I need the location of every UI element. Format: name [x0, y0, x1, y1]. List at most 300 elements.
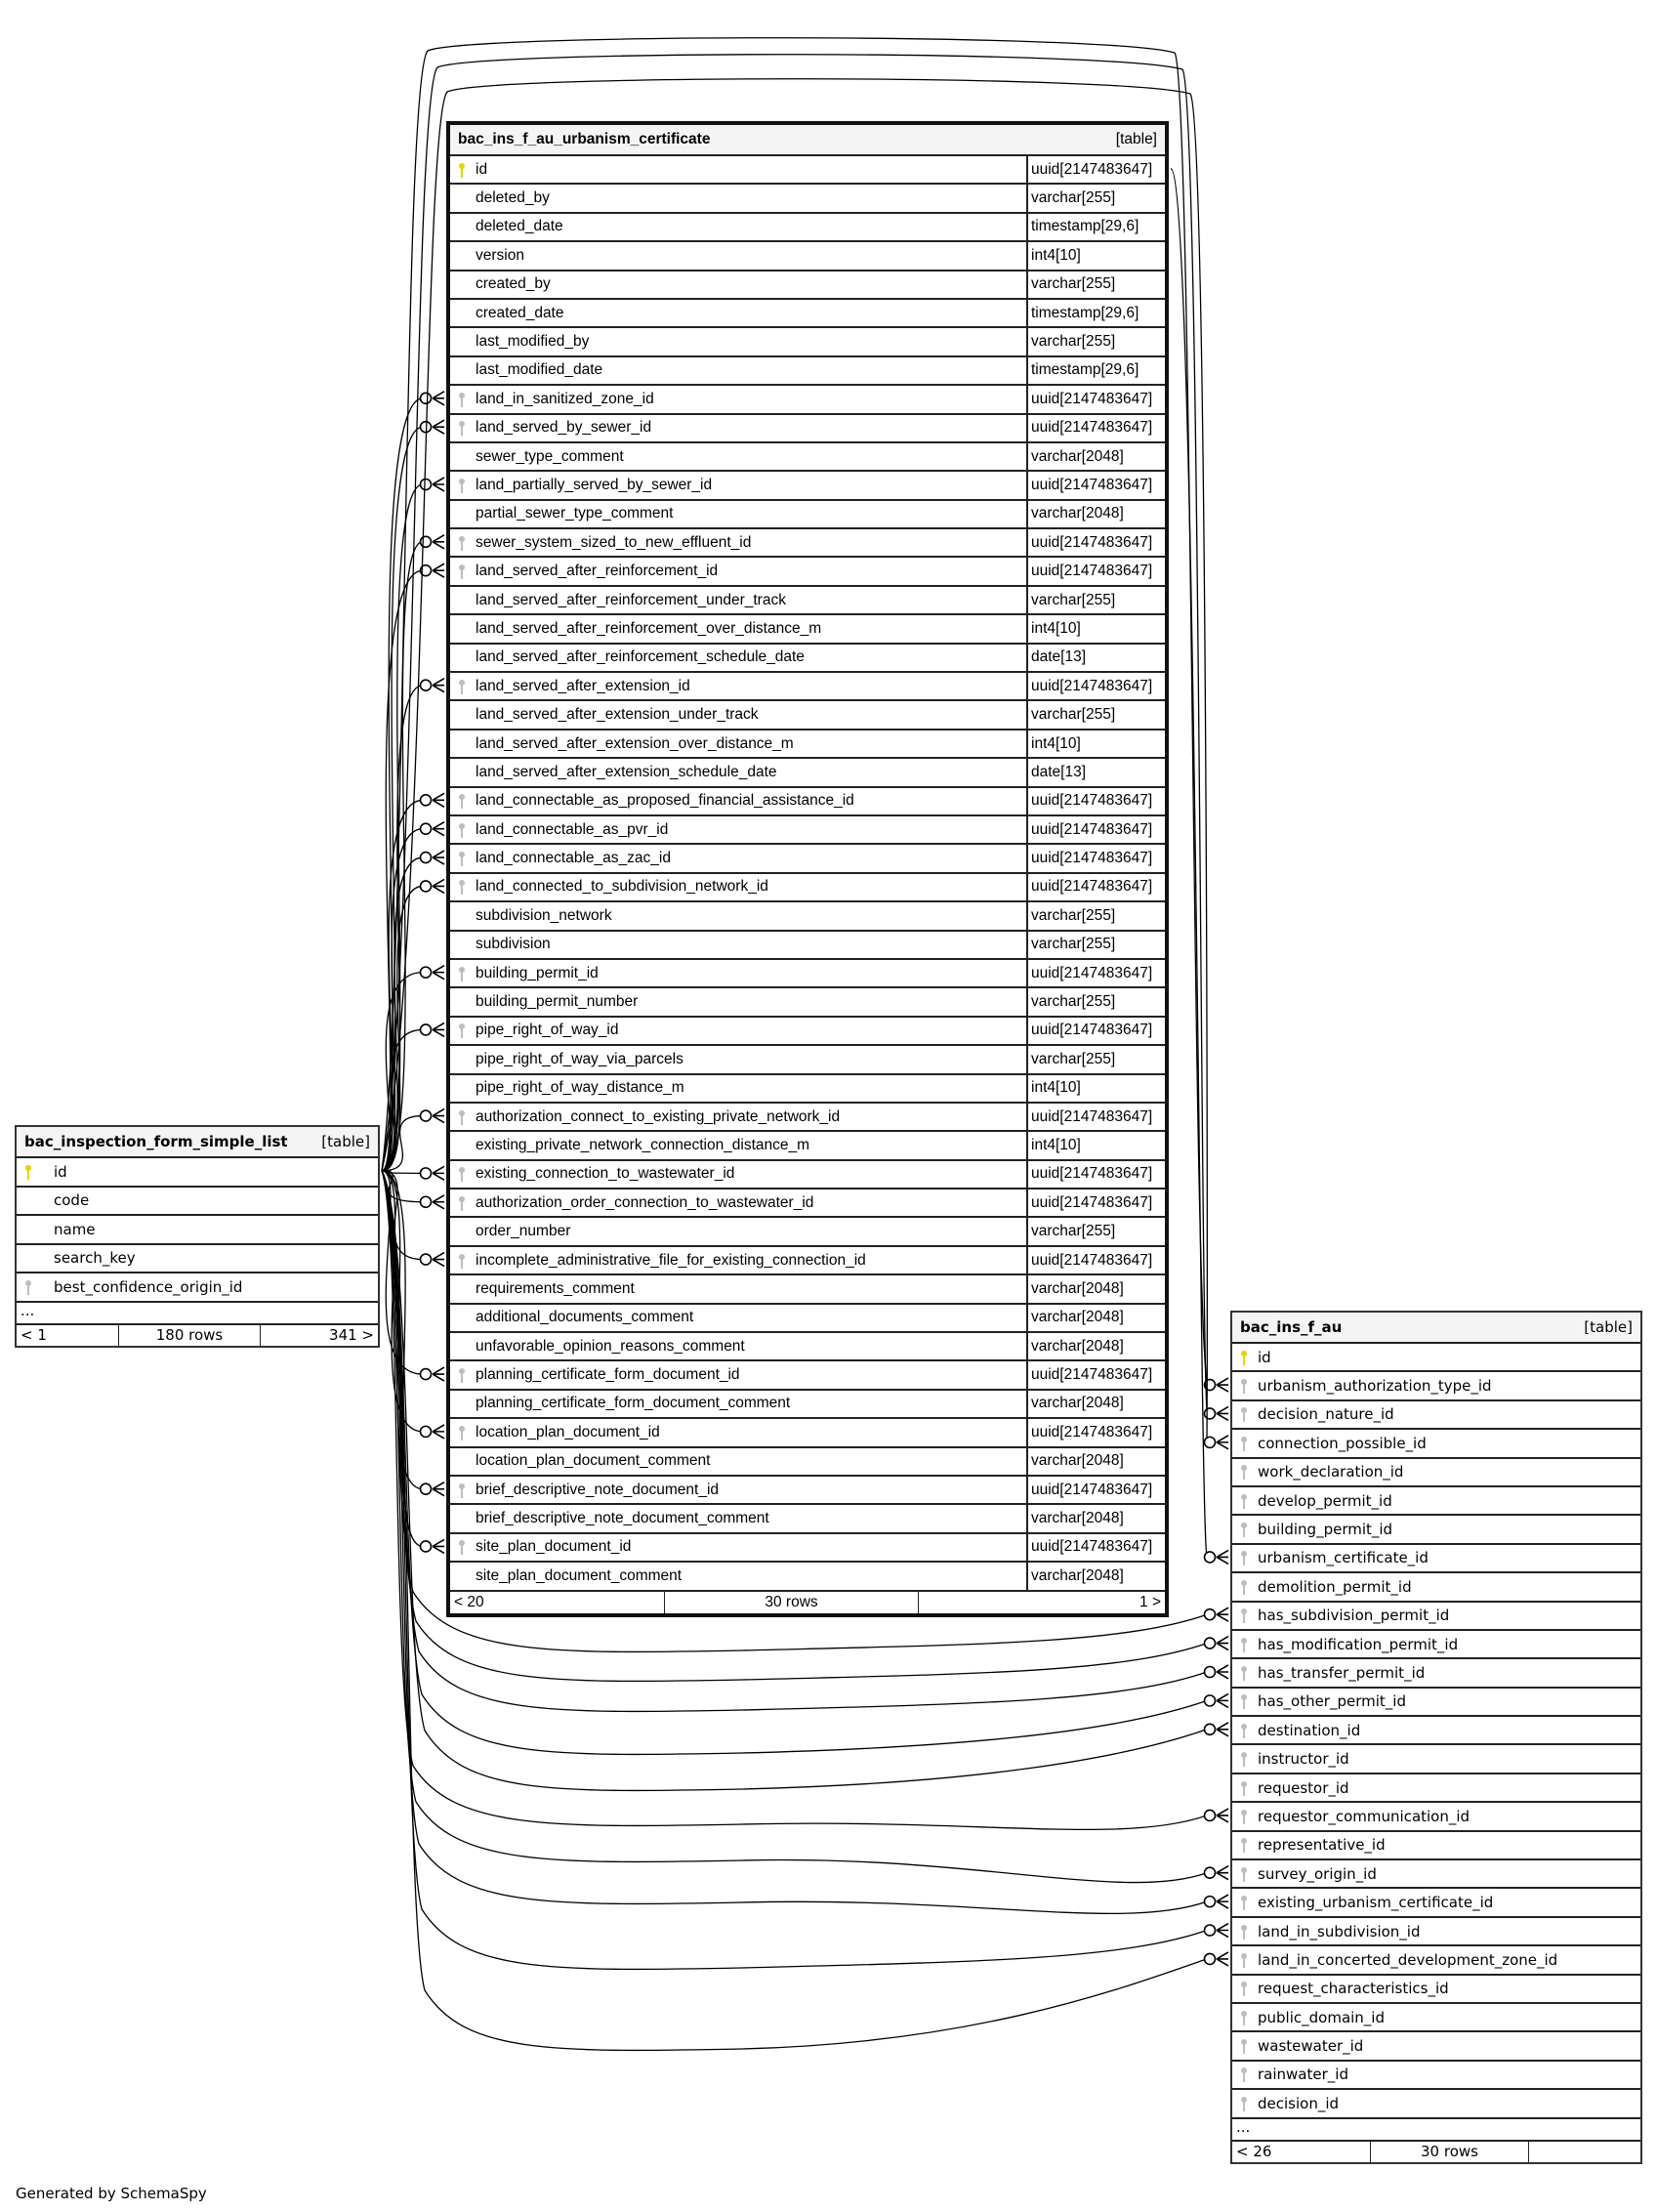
column-name[interactable]: has_transfer_permit_id [1258, 1663, 1426, 1682]
more-columns: ... [1232, 2117, 1640, 2140]
column-name[interactable]: deleted_date [476, 218, 563, 235]
column-row[interactable] [1232, 1830, 1640, 1858]
table-footer [1232, 2140, 1640, 2162]
column-name[interactable]: building_permit_id [476, 964, 599, 981]
column-row[interactable] [450, 1245, 1165, 1273]
table-header[interactable] [450, 125, 1165, 154]
column-row[interactable] [450, 1073, 1165, 1102]
column-cell [1232, 1717, 1360, 1743]
column-row[interactable] [450, 527, 1165, 556]
column-type: uuid[2147483647] [1026, 845, 1165, 871]
column-name[interactable]: land_connected_to_subdivision_network_id [476, 878, 768, 896]
column-type: varchar[2048] [1026, 1448, 1165, 1475]
column-type: varchar[255] [1026, 328, 1165, 355]
foreign-key-icon [1240, 1693, 1248, 1709]
more-columns: ... [17, 1301, 378, 1323]
foreign-key-icon [1240, 1665, 1248, 1681]
column-row[interactable] [1232, 2030, 1640, 2059]
column-name[interactable]: wastewater_id [1258, 2037, 1364, 2056]
column-type: uuid[2147483647] [1026, 1189, 1165, 1216]
crows-foot-icon [1217, 1665, 1228, 1679]
column-name[interactable]: existing_connection_to_wastewater_id [476, 1165, 735, 1183]
column-name[interactable]: order_number [476, 1223, 571, 1240]
column-name[interactable]: planning_certificate_form_document_comment [476, 1395, 791, 1412]
foreign-key-icon [1240, 1493, 1248, 1509]
column-row[interactable] [450, 1303, 1165, 1331]
optional-circle-icon [421, 823, 432, 834]
column-name[interactable]: code [54, 1191, 90, 1210]
column-cell [1232, 2004, 1385, 2030]
column-row[interactable] [450, 1417, 1165, 1445]
column-row[interactable] [450, 1331, 1165, 1359]
column-row[interactable] [450, 298, 1165, 326]
crows-foot-icon [1217, 1693, 1228, 1707]
foreign-key-icon [1240, 1751, 1248, 1767]
column-cell [1232, 1516, 1392, 1542]
footer-row-count: 180 rows [119, 1325, 261, 1346]
relationship-line [382, 1029, 423, 1170]
column-name[interactable]: existing_private_network_connection_distance_m [476, 1136, 810, 1153]
crows-foot-icon [1217, 1436, 1228, 1449]
column-row[interactable] [1232, 1858, 1640, 1887]
column-cell [1232, 1372, 1492, 1398]
column-name[interactable]: land_in_concerted_development_zone_id [1258, 1950, 1558, 1969]
column-name[interactable]: land_served_after_reinforcement_schedule_date [476, 648, 805, 666]
foreign-key-icon [458, 966, 466, 981]
relationship-line [382, 829, 423, 1171]
column-row[interactable] [450, 556, 1165, 584]
column-cell [450, 988, 1026, 1015]
column-row[interactable] [1232, 1342, 1640, 1370]
optional-circle-icon [421, 853, 432, 863]
column-row[interactable] [1232, 1629, 1640, 1657]
column-cell [1232, 1659, 1425, 1686]
column-cell [17, 1158, 67, 1186]
column-row[interactable] [1232, 1601, 1640, 1629]
column-name[interactable]: pipe_right_of_way_via_parcels [476, 1050, 684, 1067]
relationship-line [382, 973, 423, 1171]
column-cell [450, 1361, 1026, 1388]
column-cell [1232, 1631, 1458, 1657]
column-type: uuid[2147483647] [1026, 1361, 1165, 1388]
column-row[interactable] [450, 930, 1165, 958]
column-row[interactable] [450, 499, 1165, 527]
column-row[interactable] [450, 413, 1165, 441]
table-kind: [table] [1584, 1318, 1633, 1336]
column-name[interactable]: created_by [476, 275, 551, 293]
column-name[interactable]: pipe_right_of_way_id [476, 1022, 619, 1039]
column-name[interactable]: version [476, 246, 524, 264]
column-name[interactable]: building_permit_number [476, 993, 639, 1011]
column-name[interactable]: name [54, 1220, 96, 1238]
column-row[interactable] [450, 1532, 1165, 1561]
column-name[interactable]: urbanism_authorization_type_id [1258, 1377, 1492, 1396]
column-name[interactable]: land_connectable_as_proposed_financial_assistance_id [476, 792, 854, 810]
column-name[interactable]: incomplete_administrative_file_for_existing_connection_id [476, 1251, 866, 1269]
crows-foot-icon [433, 392, 444, 405]
column-name[interactable]: id [476, 160, 488, 178]
column-row[interactable] [450, 872, 1165, 900]
column-name[interactable]: has_other_permit_id [1258, 1692, 1406, 1711]
column-row[interactable] [1232, 1657, 1640, 1686]
crows-foot-icon [433, 851, 444, 864]
relationship-line [382, 1171, 423, 1374]
column-cell [450, 328, 1026, 355]
column-row[interactable] [450, 1102, 1165, 1130]
column-name[interactable]: last_modified_by [476, 333, 590, 351]
column-row[interactable] [450, 757, 1165, 785]
column-row[interactable] [450, 1188, 1165, 1216]
column-row[interactable] [17, 1243, 378, 1273]
column-name[interactable]: public_domain_id [1258, 2008, 1385, 2026]
table-footer [450, 1590, 1165, 1613]
column-type: uuid[2147483647] [1026, 673, 1165, 699]
column-row[interactable] [450, 585, 1165, 613]
column-type: timestamp[29,6] [1026, 357, 1165, 384]
optional-circle-icon [421, 1369, 432, 1380]
column-name[interactable]: existing_urbanism_certificate_id [1258, 1894, 1494, 1912]
column-row[interactable] [450, 1216, 1165, 1244]
column-name[interactable]: deleted_by [476, 189, 550, 207]
column-name[interactable]: brief_descriptive_note_document_comment [476, 1510, 769, 1527]
relationship-line [382, 1171, 423, 1260]
foreign-key-icon [1240, 1464, 1248, 1480]
column-name[interactable]: rainwater_id [1258, 2066, 1348, 2084]
column-name[interactable]: requestor_communication_id [1258, 1807, 1471, 1825]
column-cell [450, 443, 1026, 470]
column-name[interactable]: land_served_after_reinforcement_id [476, 563, 719, 580]
column-type: varchar[2048] [1026, 1563, 1165, 1589]
relationship-line [382, 570, 423, 1171]
column-row[interactable] [17, 1156, 378, 1186]
column-name[interactable]: requestor_id [1258, 1778, 1349, 1797]
column-name[interactable]: representative_id [1258, 1836, 1386, 1855]
column-cell [1232, 1774, 1349, 1801]
column-name[interactable]: land_partially_served_by_sewer_id [476, 476, 713, 493]
table-name[interactable]: bac_ins_f_au_urbanism_certificate [458, 131, 711, 147]
column-name[interactable]: land_served_after_extension_id [476, 677, 690, 694]
column-row[interactable] [450, 671, 1165, 699]
column-name[interactable]: subdivision_network [476, 906, 612, 924]
column-cell [450, 1448, 1026, 1475]
column-row[interactable] [1232, 1399, 1640, 1428]
column-row[interactable] [1232, 1485, 1640, 1514]
relationship-line [382, 484, 423, 1171]
crows-foot-icon [433, 1367, 444, 1381]
table-name[interactable]: bac_inspection_form_simple_list [24, 1133, 288, 1150]
column-name[interactable]: land_served_after_extension_over_distance_m [476, 734, 794, 752]
column-name[interactable]: connection_possible_id [1258, 1434, 1427, 1452]
column-name[interactable]: decision_id [1258, 2094, 1340, 2112]
column-row[interactable] [450, 1475, 1165, 1503]
column-cell [450, 1247, 1026, 1273]
column-row[interactable] [1232, 2088, 1640, 2116]
column-row[interactable] [1232, 1773, 1640, 1801]
column-row[interactable] [1232, 2060, 1640, 2088]
column-name[interactable]: partial_sewer_type_comment [476, 505, 674, 522]
table-header[interactable] [1232, 1313, 1640, 1342]
column-name[interactable]: land_in_sanitized_zone_id [476, 390, 654, 407]
table-bac-inspection-form-simple-list[interactable] [15, 1125, 380, 1348]
column-name[interactable]: sewer_type_comment [476, 447, 624, 465]
optional-circle-icon [1205, 1724, 1216, 1734]
column-name[interactable]: search_key [54, 1249, 136, 1268]
foreign-key-icon [458, 1195, 466, 1211]
relationship-line [382, 1171, 423, 1202]
foreign-key-icon [458, 1539, 466, 1555]
column-name[interactable]: land_connectable_as_pvr_id [476, 820, 669, 838]
column-type: uuid[2147483647] [1026, 788, 1165, 814]
column-name[interactable]: subdivision [476, 936, 551, 953]
column-name[interactable]: additional_documents_comment [476, 1309, 694, 1326]
table-kind: [table] [1115, 131, 1157, 147]
column-row[interactable] [450, 1503, 1165, 1531]
column-row[interactable] [450, 699, 1165, 728]
column-cell [1232, 1573, 1412, 1600]
crows-foot-icon [1217, 1406, 1228, 1420]
foreign-key-icon [1240, 1895, 1248, 1910]
column-cell [1232, 1976, 1449, 2002]
foreign-key-icon [458, 1367, 466, 1383]
optional-circle-icon [1205, 1867, 1216, 1878]
foreign-key-icon [1240, 2096, 1248, 2111]
relationship-line [382, 1171, 423, 1174]
column-row[interactable] [450, 786, 1165, 814]
column-name[interactable]: land_in_subdivision_id [1258, 1922, 1421, 1941]
optional-circle-icon [421, 1024, 432, 1035]
column-row[interactable] [450, 643, 1165, 671]
column-name[interactable]: last_modified_date [476, 361, 603, 379]
column-row[interactable] [1232, 1571, 1640, 1600]
column-name[interactable]: destination_id [1258, 1721, 1361, 1739]
table-bac-ins-f-au[interactable] [1230, 1311, 1642, 2164]
column-row[interactable] [1232, 1370, 1640, 1398]
column-name[interactable]: land_served_after_reinforcement_over_distance_m [476, 619, 822, 637]
table-header[interactable] [17, 1127, 378, 1156]
column-name[interactable]: created_date [476, 304, 564, 321]
column-row[interactable] [450, 1130, 1165, 1158]
column-name[interactable]: unfavorable_opinion_reasons_comment [476, 1337, 745, 1355]
table-footer [17, 1323, 378, 1346]
column-name[interactable]: authorization_connect_to_existing_private_network_id [476, 1107, 841, 1125]
column-name[interactable]: site_plan_document_id [476, 1538, 632, 1556]
column-cell [1232, 1832, 1386, 1858]
column-name[interactable]: requirements_comment [476, 1279, 635, 1297]
column-row[interactable] [450, 441, 1165, 470]
foreign-key-icon [1240, 1378, 1248, 1394]
optional-circle-icon [421, 1254, 432, 1265]
column-cell [1232, 1689, 1406, 1715]
column-name[interactable]: brief_descriptive_note_document_id [476, 1481, 720, 1498]
column-row[interactable] [1232, 1944, 1640, 1973]
optional-circle-icon [421, 479, 432, 489]
column-row[interactable] [450, 1359, 1165, 1388]
column-row[interactable] [1232, 1457, 1640, 1485]
optional-circle-icon [421, 1426, 432, 1437]
column-cell [450, 730, 1026, 757]
footer-parents[interactable]: < 1 [17, 1325, 119, 1346]
table-name[interactable]: bac_ins_f_au [1240, 1318, 1343, 1336]
column-row[interactable] [450, 154, 1165, 183]
crows-foot-icon [433, 420, 444, 434]
optional-circle-icon [421, 536, 432, 547]
column-cell [450, 902, 1026, 929]
column-row[interactable] [450, 986, 1165, 1015]
column-type: varchar[255] [1026, 271, 1165, 298]
crows-foot-icon [433, 1109, 444, 1123]
column-type: uuid[2147483647] [1026, 156, 1165, 183]
footer-parents[interactable]: < 26 [1232, 2142, 1371, 2162]
column-row[interactable] [450, 240, 1165, 269]
column-name[interactable]: land_served_after_extension_under_track [476, 706, 759, 724]
crows-foot-icon [1217, 1952, 1228, 1966]
column-cell [450, 1505, 1026, 1531]
column-type: int4[10] [1026, 1132, 1165, 1158]
column-row[interactable] [450, 355, 1165, 384]
column-name[interactable]: demolition_permit_id [1258, 1577, 1412, 1596]
column-name[interactable]: land_served_after_extension_schedule_date [476, 763, 777, 780]
column-name[interactable]: authorization_order_connection_to_wastewater_id [476, 1193, 814, 1211]
column-type: varchar[255] [1026, 1046, 1165, 1072]
column-cell [17, 1245, 136, 1273]
column-row[interactable] [450, 183, 1165, 211]
column-row[interactable] [450, 958, 1165, 986]
column-type: uuid[2147483647] [1026, 415, 1165, 441]
column-name[interactable]: develop_permit_id [1258, 1491, 1392, 1510]
column-row[interactable] [1232, 1428, 1640, 1456]
foreign-key-icon [1240, 1780, 1248, 1796]
column-row[interactable] [1232, 1974, 1640, 2002]
column-row[interactable] [450, 326, 1165, 355]
column-name[interactable]: land_served_after_reinforcement_under_track [476, 591, 786, 608]
column-cell [17, 1188, 89, 1215]
crows-foot-icon [433, 879, 444, 893]
relationship-line [1171, 169, 1207, 1558]
column-row[interactable] [1232, 1543, 1640, 1571]
column-row[interactable] [450, 270, 1165, 298]
column-cell [450, 472, 1026, 498]
column-name[interactable]: sewer_system_sized_to_new_effluent_id [476, 533, 752, 551]
column-name[interactable]: survey_origin_id [1258, 1864, 1377, 1883]
column-name[interactable]: pipe_right_of_way_distance_m [476, 1079, 684, 1097]
column-row[interactable] [17, 1272, 378, 1301]
column-cell [450, 529, 1026, 556]
column-name[interactable]: decision_nature_id [1258, 1405, 1394, 1424]
column-name[interactable]: land_connectable_as_zac_id [476, 850, 671, 867]
column-cell [450, 1563, 1026, 1589]
optional-circle-icon [1205, 1695, 1216, 1706]
column-cell [1232, 1430, 1427, 1456]
column-cell [450, 1534, 1026, 1561]
column-name[interactable]: building_permit_id [1258, 1521, 1393, 1539]
column-name[interactable]: work_declaration_id [1258, 1463, 1404, 1482]
column-row[interactable] [450, 1016, 1165, 1044]
column-name[interactable]: has_modification_permit_id [1258, 1635, 1459, 1653]
column-row[interactable] [450, 212, 1165, 240]
column-row[interactable] [17, 1214, 378, 1243]
column-cell [450, 1132, 1026, 1158]
optional-circle-icon [1205, 1666, 1216, 1677]
column-name[interactable]: id [54, 1162, 67, 1181]
column-name[interactable]: instructor_id [1258, 1750, 1349, 1769]
column-cell [450, 845, 1026, 871]
footer-children[interactable]: 1 > [1139, 1593, 1161, 1610]
column-type: uuid[2147483647] [1026, 1018, 1165, 1044]
column-cell [450, 701, 1026, 728]
column-row[interactable] [450, 900, 1165, 929]
crows-foot-icon [1217, 1866, 1228, 1880]
table-bac-ins-f-au-urbanism-certificate[interactable] [446, 121, 1169, 1617]
foreign-key-icon [458, 1425, 466, 1440]
column-row[interactable] [1232, 1514, 1640, 1542]
crows-foot-icon [433, 1253, 444, 1267]
primary-key-icon [24, 1164, 32, 1180]
column-name[interactable]: location_plan_document_id [476, 1423, 660, 1440]
footer-row-count: 30 rows [1371, 2142, 1529, 2162]
column-row[interactable] [450, 1561, 1165, 1589]
column-type: uuid[2147483647] [1026, 1477, 1165, 1503]
column-cell [1232, 1344, 1271, 1370]
column-type: uuid[2147483647] [1026, 529, 1165, 556]
column-row[interactable] [450, 470, 1165, 498]
column-type: varchar[2048] [1026, 1275, 1165, 1302]
column-row[interactable] [1232, 1916, 1640, 1944]
column-name[interactable]: location_plan_document_comment [476, 1452, 711, 1470]
column-row[interactable] [450, 729, 1165, 757]
column-row[interactable] [1232, 1801, 1640, 1829]
crows-foot-icon [433, 679, 444, 692]
column-row[interactable] [1232, 1887, 1640, 1915]
column-name[interactable]: site_plan_document_comment [476, 1566, 683, 1584]
column-row[interactable] [450, 1159, 1165, 1188]
column-cell [450, 759, 1026, 785]
column-row[interactable] [450, 843, 1165, 871]
foreign-key-icon [1240, 1607, 1248, 1623]
column-name[interactable]: has_subdivision_permit_id [1258, 1607, 1450, 1625]
column-name[interactable]: id [1258, 1348, 1271, 1366]
foreign-key-icon [458, 1253, 466, 1269]
column-name[interactable]: planning_certificate_form_document_id [476, 1366, 740, 1384]
column-row[interactable] [450, 1446, 1165, 1475]
column-row[interactable] [1232, 2002, 1640, 2030]
column-row[interactable] [1232, 1743, 1640, 1772]
column-row[interactable] [450, 613, 1165, 642]
column-row[interactable] [450, 1044, 1165, 1072]
optional-circle-icon [421, 393, 432, 403]
column-row[interactable] [450, 384, 1165, 412]
column-type: varchar[2048] [1026, 1305, 1165, 1331]
column-row[interactable] [450, 1389, 1165, 1417]
foreign-key-icon [458, 1482, 466, 1498]
footer-parents[interactable]: < 20 [450, 1592, 665, 1613]
optional-circle-icon [421, 881, 432, 892]
relationship-line [382, 800, 423, 1170]
column-row[interactable] [1232, 1687, 1640, 1715]
column-cell [1232, 2032, 1363, 2059]
column-row[interactable] [1232, 1715, 1640, 1743]
column-row[interactable] [450, 1273, 1165, 1302]
column-name[interactable]: land_served_by_sewer_id [476, 419, 652, 437]
footer-children[interactable]: 341 > [329, 1326, 374, 1344]
column-row[interactable] [17, 1186, 378, 1215]
column-row[interactable] [450, 814, 1165, 843]
footer-children[interactable] [1529, 2142, 1640, 2162]
column-name[interactable]: best_confidence_origin_id [54, 1277, 243, 1296]
column-name[interactable]: urbanism_certificate_id [1258, 1549, 1429, 1567]
column-cell [450, 673, 1026, 699]
optional-circle-icon [1205, 1437, 1216, 1447]
column-name[interactable]: request_characteristics_id [1258, 1980, 1449, 1998]
